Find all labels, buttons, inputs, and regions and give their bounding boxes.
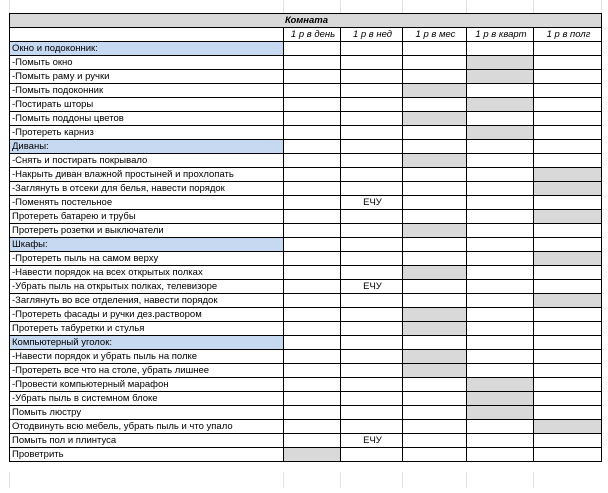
frequency-cell[interactable] [341, 70, 403, 84]
frequency-cell[interactable] [467, 238, 534, 252]
task-row [10, 280, 602, 294]
section-label-cell[interactable]: Компьютерный уголок: [10, 336, 284, 350]
col-header-weekly[interactable]: 1 р в нед [341, 28, 403, 42]
task-row [10, 420, 602, 434]
task-label-cell[interactable]: Отодвинуть всю мебель, убрать пыль и что упало [10, 420, 284, 434]
frequency-cell[interactable] [467, 56, 534, 70]
task-label-cell[interactable]: -Поменять постельное [10, 196, 284, 210]
frequency-cell[interactable] [467, 266, 534, 280]
frequency-cell[interactable] [534, 420, 602, 434]
frequency-cell[interactable] [341, 420, 403, 434]
frequency-cell[interactable] [467, 434, 534, 448]
frequency-cell[interactable] [534, 294, 602, 308]
frequency-cell[interactable] [341, 308, 403, 322]
task-label-cell[interactable]: -Помыть подоконник [10, 84, 284, 98]
frequency-cell[interactable] [403, 448, 467, 462]
frequency-cell[interactable] [534, 84, 602, 98]
frequency-cell[interactable] [403, 238, 467, 252]
frequency-cell[interactable] [534, 266, 602, 280]
frequency-cell[interactable] [284, 392, 341, 406]
task-label-cell[interactable]: -Снять и постирать покрывало [10, 154, 284, 168]
frequency-cell[interactable] [534, 126, 602, 140]
task-label-cell[interactable]: -Убрать пыль на открытых полках, телевизоре [10, 280, 284, 294]
frequency-cell[interactable] [403, 42, 467, 56]
frequency-cell[interactable] [403, 210, 467, 224]
frequency-cell[interactable] [467, 378, 534, 392]
section-row [10, 336, 602, 350]
frequency-cell[interactable] [534, 308, 602, 322]
frequency-cell[interactable] [534, 42, 602, 56]
frequency-cell[interactable] [467, 350, 534, 364]
frequency-cell[interactable] [341, 378, 403, 392]
frequency-cell[interactable] [467, 84, 534, 98]
task-row [10, 434, 602, 448]
task-row [10, 308, 602, 322]
task-row [10, 70, 602, 84]
chore-table [9, 13, 602, 462]
frequency-cell[interactable] [467, 168, 534, 182]
task-label-cell[interactable]: -Протереть карниз [10, 126, 284, 140]
frequency-cell[interactable] [284, 294, 341, 308]
frequency-cell[interactable] [534, 154, 602, 168]
frequency-cell[interactable] [467, 420, 534, 434]
frequency-cell[interactable] [534, 392, 602, 406]
frequency-cell[interactable] [284, 126, 341, 140]
section-row [10, 140, 602, 154]
task-label-cell[interactable]: Протереть табуретки и стулья [10, 322, 284, 336]
frequency-cell[interactable] [403, 266, 467, 280]
task-label-cell[interactable]: -Помыть окно [10, 56, 284, 70]
frequency-cell[interactable] [467, 98, 534, 112]
frequency-cell[interactable] [284, 56, 341, 70]
frequency-cell[interactable] [403, 126, 467, 140]
header-label-cell[interactable] [10, 28, 284, 42]
frequency-cell[interactable] [284, 448, 341, 462]
frequency-cell[interactable] [284, 140, 341, 154]
frequency-cell[interactable] [341, 154, 403, 168]
frequency-cell[interactable] [467, 308, 534, 322]
partial-row-above [0, 0, 608, 13]
frequency-cell[interactable] [284, 210, 341, 224]
frequency-cell[interactable] [284, 406, 341, 420]
task-label-cell[interactable]: -Протереть все что на столе, убрать лишнее [10, 364, 284, 378]
frequency-cell[interactable] [534, 364, 602, 378]
frequency-cell[interactable] [467, 252, 534, 266]
frequency-cell[interactable] [403, 336, 467, 350]
frequency-cell[interactable] [284, 266, 341, 280]
frequency-cell[interactable] [467, 448, 534, 462]
frequency-cell[interactable] [403, 154, 467, 168]
frequency-cell[interactable] [284, 98, 341, 112]
task-label-cell[interactable]: -Протереть пыль на самом верху [10, 252, 284, 266]
task-label-cell[interactable]: -Протереть фасады и ручки дез.раствором [10, 308, 284, 322]
frequency-cell[interactable] [341, 224, 403, 238]
frequency-cell[interactable] [534, 448, 602, 462]
frequency-cell[interactable] [534, 56, 602, 70]
task-row [10, 266, 602, 280]
frequency-cell[interactable] [341, 336, 403, 350]
task-row [10, 406, 602, 420]
section-label-cell[interactable]: Шкафы: [10, 238, 284, 252]
frequency-cell[interactable] [403, 294, 467, 308]
frequency-cell[interactable] [403, 392, 467, 406]
col-header-monthly[interactable]: 1 р в мес [403, 28, 467, 42]
frequency-cell[interactable] [341, 266, 403, 280]
frequency-cell[interactable] [403, 420, 467, 434]
frequency-cell[interactable] [534, 70, 602, 84]
frequency-cell[interactable] [534, 336, 602, 350]
frequency-cell[interactable] [467, 140, 534, 154]
frequency-cell[interactable] [534, 168, 602, 182]
frequency-cell[interactable] [467, 70, 534, 84]
task-label-cell[interactable]: -Помыть поддоны цветов [10, 112, 284, 126]
task-row [10, 224, 602, 238]
frequency-cell[interactable] [284, 42, 341, 56]
frequency-cell[interactable] [341, 112, 403, 126]
frequency-cell[interactable] [403, 224, 467, 238]
frequency-cell[interactable] [467, 280, 534, 294]
col-header-quarterly[interactable]: 1 р в кварт [467, 28, 534, 42]
frequency-cell[interactable] [403, 280, 467, 294]
task-label-cell[interactable]: -Провести компьютерный марафон [10, 378, 284, 392]
frequency-cell[interactable] [534, 210, 602, 224]
col-header-half-year[interactable]: 1 р в полг [534, 28, 602, 42]
frequency-cell[interactable] [284, 336, 341, 350]
frequency-cell[interactable] [403, 112, 467, 126]
frequency-cell[interactable] [284, 350, 341, 364]
frequency-cell[interactable] [284, 434, 341, 448]
task-label-cell[interactable]: -Помыть раму и ручки [10, 70, 284, 84]
frequency-cell[interactable] [341, 294, 403, 308]
empty-row-below [9, 472, 601, 488]
frequency-cell[interactable] [403, 308, 467, 322]
frequency-cell[interactable] [341, 126, 403, 140]
frequency-cell[interactable] [284, 280, 341, 294]
section-row [10, 42, 602, 56]
frequency-cell[interactable] [284, 252, 341, 266]
frequency-cell[interactable] [403, 350, 467, 364]
frequency-cell[interactable] [284, 84, 341, 98]
frequency-cell[interactable] [534, 182, 602, 196]
frequency-cell[interactable] [341, 350, 403, 364]
frequency-cell[interactable] [403, 84, 467, 98]
frequency-cell[interactable] [341, 140, 403, 154]
frequency-cell[interactable] [403, 406, 467, 420]
task-label-cell[interactable]: -Убрать пыль в системном блоке [10, 392, 284, 406]
task-row [10, 112, 602, 126]
frequency-cell[interactable] [403, 378, 467, 392]
title-row [10, 14, 602, 28]
frequency-cell[interactable] [341, 252, 403, 266]
task-label-cell[interactable]: -Постирать шторы [10, 98, 284, 112]
frequency-cell[interactable]: ЕЧУ [341, 196, 403, 210]
task-label-cell[interactable]: Помыть пол и плинтуса [10, 434, 284, 448]
frequency-cell[interactable] [534, 252, 602, 266]
frequency-cell[interactable] [534, 434, 602, 448]
task-row [10, 294, 602, 308]
task-row [10, 154, 602, 168]
task-row [10, 196, 602, 210]
frequency-cell[interactable] [403, 434, 467, 448]
frequency-cell[interactable] [403, 70, 467, 84]
task-row [10, 98, 602, 112]
frequency-cell[interactable] [284, 224, 341, 238]
task-label-cell[interactable]: -Заглянуть во все отделения, навести порядок [10, 294, 284, 308]
task-row [10, 126, 602, 140]
frequency-cell[interactable] [467, 224, 534, 238]
frequency-cell[interactable] [467, 112, 534, 126]
frequency-cell[interactable] [284, 154, 341, 168]
task-label-cell[interactable]: -Заглянуть в отсеки для белья, навести порядок [10, 182, 284, 196]
frequency-cell[interactable] [534, 406, 602, 420]
frequency-cell[interactable] [341, 210, 403, 224]
frequency-cell[interactable] [534, 112, 602, 126]
task-label-cell[interactable]: Проветрить [10, 448, 284, 462]
task-label-cell[interactable]: -Навести порядок на всех открытых полках [10, 266, 284, 280]
frequency-cell[interactable] [403, 252, 467, 266]
frequency-cell[interactable] [534, 196, 602, 210]
frequency-cell[interactable] [341, 182, 403, 196]
task-row [10, 378, 602, 392]
frequency-cell[interactable] [284, 378, 341, 392]
frequency-cell[interactable] [403, 364, 467, 378]
frequency-cell[interactable] [467, 210, 534, 224]
frequency-cell[interactable] [341, 168, 403, 182]
task-row [10, 168, 602, 182]
task-row [10, 392, 602, 406]
task-row [10, 210, 602, 224]
frequency-cell[interactable] [534, 322, 602, 336]
section-label-cell[interactable]: Диваны: [10, 140, 284, 154]
frequency-cell[interactable] [534, 238, 602, 252]
frequency-cell[interactable] [341, 406, 403, 420]
frequency-cell[interactable] [403, 98, 467, 112]
frequency-cell[interactable] [341, 98, 403, 112]
frequency-cell[interactable]: ЕЧУ [341, 434, 403, 448]
frequency-cell[interactable] [284, 196, 341, 210]
table-title[interactable]: Комната [10, 14, 602, 28]
task-label-cell[interactable]: Протереть розетки и выключатели [10, 224, 284, 238]
section-row [10, 238, 602, 252]
task-label-cell[interactable]: Протереть батарею и трубы [10, 210, 284, 224]
frequency-cell[interactable] [467, 406, 534, 420]
frequency-cell[interactable] [403, 182, 467, 196]
frequency-cell[interactable] [403, 322, 467, 336]
task-row [10, 350, 602, 364]
frequency-cell[interactable] [467, 154, 534, 168]
header-row [10, 28, 602, 42]
task-label-cell[interactable]: Помыть люстру [10, 406, 284, 420]
frequency-cell[interactable] [341, 392, 403, 406]
frequency-cell[interactable] [341, 364, 403, 378]
task-row [10, 364, 602, 378]
frequency-cell[interactable] [284, 364, 341, 378]
frequency-cell[interactable] [341, 56, 403, 70]
task-row [10, 84, 602, 98]
frequency-cell[interactable] [341, 238, 403, 252]
frequency-cell[interactable] [341, 42, 403, 56]
frequency-cell[interactable] [284, 112, 341, 126]
frequency-cell[interactable] [467, 182, 534, 196]
frequency-cell[interactable] [534, 224, 602, 238]
frequency-cell[interactable]: ЕЧУ [341, 280, 403, 294]
frequency-cell[interactable] [284, 420, 341, 434]
frequency-cell[interactable] [403, 168, 467, 182]
frequency-cell[interactable] [467, 196, 534, 210]
task-row [10, 56, 602, 70]
frequency-cell[interactable] [467, 336, 534, 350]
frequency-cell[interactable] [403, 140, 467, 154]
task-row [10, 448, 602, 462]
frequency-cell[interactable] [284, 70, 341, 84]
task-row [10, 252, 602, 266]
frequency-cell[interactable] [341, 448, 403, 462]
frequency-cell[interactable] [467, 392, 534, 406]
frequency-cell[interactable] [534, 350, 602, 364]
task-row [10, 322, 602, 336]
frequency-cell[interactable] [467, 364, 534, 378]
frequency-cell[interactable] [534, 280, 602, 294]
task-row [10, 182, 602, 196]
frequency-cell[interactable] [534, 140, 602, 154]
frequency-cell[interactable] [284, 238, 341, 252]
task-label-cell[interactable]: -Накрыть диван влажной простыней и прохлопать [10, 168, 284, 182]
frequency-cell[interactable] [467, 322, 534, 336]
section-label-cell[interactable]: Окно и подоконник: [10, 42, 284, 56]
task-label-cell[interactable]: -Навести порядок и убрать пыль на полке [10, 350, 284, 364]
frequency-cell[interactable] [403, 196, 467, 210]
frequency-cell[interactable] [341, 84, 403, 98]
frequency-cell[interactable] [284, 182, 341, 196]
frequency-cell[interactable] [403, 56, 467, 70]
frequency-cell[interactable] [467, 126, 534, 140]
frequency-cell[interactable] [467, 42, 534, 56]
frequency-cell[interactable] [284, 308, 341, 322]
frequency-cell[interactable] [534, 98, 602, 112]
col-header-daily[interactable]: 1 р в день [284, 28, 341, 42]
frequency-cell[interactable] [284, 168, 341, 182]
frequency-cell[interactable] [341, 322, 403, 336]
frequency-cell[interactable] [534, 378, 602, 392]
frequency-cell[interactable] [467, 294, 534, 308]
frequency-cell[interactable] [284, 322, 341, 336]
